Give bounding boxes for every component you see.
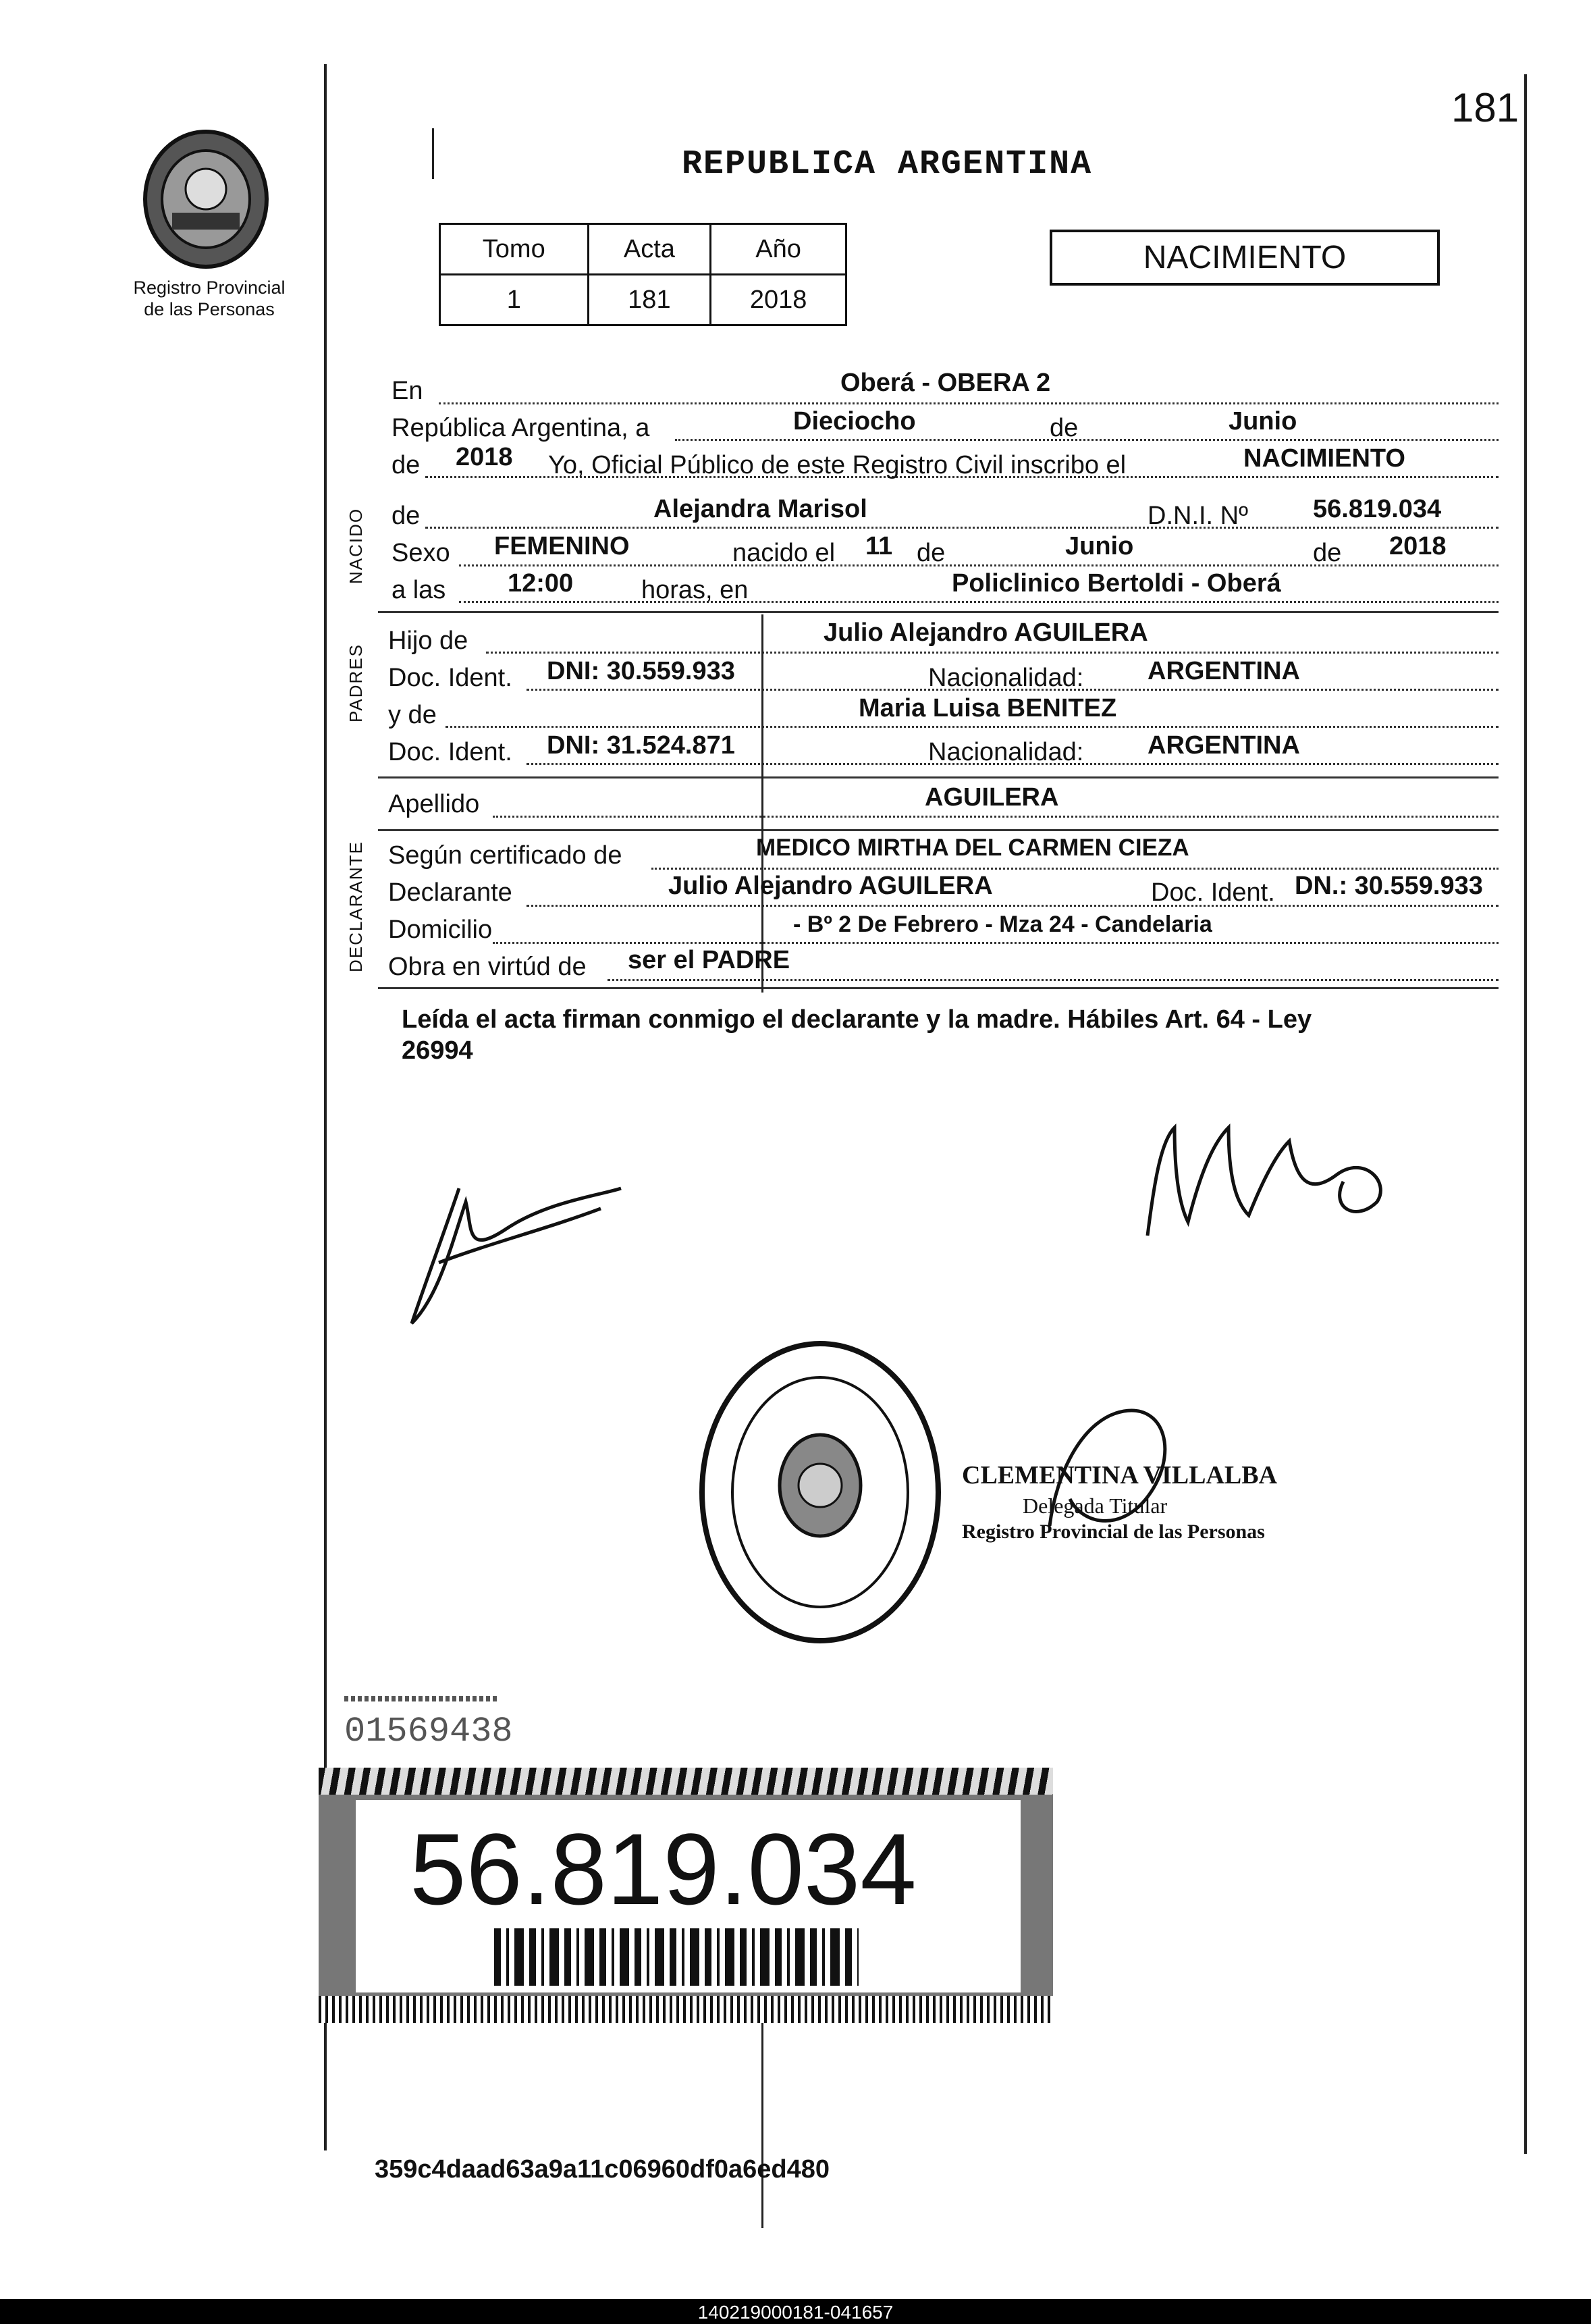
row-dots [439, 402, 1499, 404]
label-sexo: Sexo [392, 539, 450, 567]
official-office: Registro Provincial de las Personas [962, 1520, 1265, 1543]
row-dots [651, 868, 1499, 870]
section-label-nacido: NACIDO [346, 507, 366, 584]
value-nombre: Alejandra Marisol [653, 495, 867, 523]
label-de4: de [917, 539, 946, 567]
label-horas: horas, en [641, 576, 749, 604]
emblem-caption [125, 277, 294, 321]
seal-icon [695, 1337, 945, 1647]
right-margin-line [1524, 74, 1527, 2154]
value-lugar-inscripcion: Oberá - OBERA 2 [840, 369, 1051, 397]
serial-stamp: 01569438 [344, 1712, 513, 1751]
emblem-caption-line1: Registro Provincial [133, 278, 286, 298]
label-alas: a las [392, 576, 446, 604]
label-yde: y de [388, 701, 437, 729]
label-domicilio: Domicilio [388, 916, 493, 944]
official-signature [1029, 1391, 1185, 1546]
label-doc1: Doc. Ident. [388, 664, 512, 692]
mark-line [432, 128, 434, 179]
value-hora: 12:00 [508, 569, 574, 598]
act-type-box: NACIMIENTO [1050, 230, 1440, 286]
value-nac-dia: 11 [865, 532, 893, 560]
value-doc-madre: DNI: 31.524.871 [547, 731, 735, 760]
value-nac-mes: Junio [1065, 532, 1134, 560]
label-de5: de [1313, 539, 1342, 567]
dni-sticker [319, 1768, 1053, 2023]
row-dots [493, 816, 1499, 818]
label-de2: de [392, 451, 421, 479]
section-label-declarante: DECLARANTE [346, 841, 366, 972]
footer-code: 140219000181-041657 [697, 2302, 894, 2323]
value-lugar-nacimiento: Policlinico Bertoldi - Oberá [952, 569, 1281, 598]
separator [378, 829, 1499, 831]
value-tipo-acta: NACIMIENTO [1243, 444, 1405, 473]
label-de: de [1050, 414, 1079, 442]
sticker-border-bottom [319, 1996, 1053, 2023]
province-emblem [132, 125, 280, 273]
record-value-acta: 181 [588, 275, 711, 325]
sticker-panel [356, 1800, 1021, 1992]
emblem-caption-line2: de las Personas [144, 299, 275, 320]
label-hijo: Hijo de [388, 627, 468, 655]
separator [378, 987, 1499, 989]
closing-line1: Leída el acta firman conmigo el declarante y la madre. Hábiles Art. 64 - Ley [402, 1005, 1312, 1034]
label-apellido: Apellido [388, 790, 480, 818]
value-anio: 2018 [456, 443, 513, 471]
page-number: 181 [1451, 85, 1519, 130]
label-oficial: Yo, Oficial Público de este Registro Civil inscribo el [548, 451, 1127, 479]
label-dni: D.N.I. Nº [1148, 502, 1248, 530]
dni-big-number: 56.819.034 [410, 1812, 917, 1926]
row-dots [527, 905, 1499, 907]
value-certificado: MEDICO MIRTHA DEL CARMEN CIEZA [756, 835, 1189, 861]
record-header-tomo: Tomo [440, 224, 589, 275]
label-declarante: Declarante [388, 878, 512, 907]
separator [378, 611, 1499, 613]
value-sexo: FEMENINO [494, 532, 630, 560]
value-apellido: AGUILERA [925, 783, 1059, 812]
sticker-border-top [319, 1768, 1053, 1795]
value-doc-padre: DNI: 30.559.933 [547, 657, 735, 685]
row-dots [425, 527, 1499, 529]
value-padre: Julio Alejandro AGUILERA [824, 618, 1148, 647]
label-republica: República Argentina, a [392, 414, 650, 442]
row-dots [608, 979, 1499, 981]
emblem-icon [132, 125, 280, 273]
section-label-padres: PADRES [346, 643, 366, 722]
record-table [439, 223, 847, 326]
row-dots [486, 652, 1499, 654]
document-hash: 359c4daad63a9a11c06960df0a6ed480 [375, 2155, 830, 2184]
label-en: En [392, 377, 423, 405]
signature-declarante [398, 1161, 628, 1337]
serial-dashes [344, 1696, 500, 1701]
label-de3: de [392, 502, 421, 530]
value-domicilio: - Bº 2 De Febrero - Mza 24 - Candelaria [793, 912, 1212, 937]
official-name: CLEMENTINA VILLALBA [962, 1461, 1278, 1489]
record-header-anio: Año [711, 224, 846, 275]
record-header-acta: Acta [588, 224, 711, 275]
barcode [494, 1928, 859, 1986]
label-doc3: Doc. Ident. [1151, 878, 1275, 907]
record-value-anio: 2018 [711, 275, 846, 325]
row-dots [446, 726, 1499, 728]
value-obra: ser el PADRE [628, 946, 790, 974]
label-nacido: nacido el [732, 539, 836, 567]
value-nac-anio: 2018 [1389, 532, 1447, 560]
closing-line2: 26994 [402, 1036, 473, 1065]
value-doc-declarante: DN.: 30.559.933 [1295, 872, 1483, 900]
value-dia: Dieciocho [793, 407, 916, 435]
label-doc2: Doc. Ident. [388, 738, 512, 766]
row-dots [459, 601, 1499, 603]
value-mes: Junio [1229, 407, 1297, 435]
value-nacionalidad-madre: ARGENTINA [1148, 731, 1300, 760]
row-dots [459, 564, 1499, 566]
label-obra: Obra en virtúd de [388, 953, 587, 981]
signature-madre [1134, 1101, 1404, 1263]
official-seal [695, 1337, 945, 1647]
value-dni: 56.819.034 [1313, 495, 1442, 523]
value-declarante: Julio Alejandro AGUILERA [668, 872, 993, 900]
footer-bar [0, 2299, 1591, 2324]
closing-statement [402, 1005, 1312, 1066]
label-nacionalidad1: Nacionalidad: [928, 664, 1084, 692]
row-dots [493, 942, 1499, 944]
official-role: Delegada Titular [1023, 1493, 1168, 1518]
label-certificado: Según certificado de [388, 841, 622, 870]
label-nacionalidad2: Nacionalidad: [928, 738, 1084, 766]
separator [378, 776, 1499, 778]
value-nacionalidad-padre: ARGENTINA [1148, 657, 1300, 685]
value-madre: Maria Luisa BENITEZ [859, 694, 1117, 722]
record-value-tomo: 1 [440, 275, 589, 325]
row-dots [675, 439, 1499, 441]
center-divider [761, 614, 763, 993]
country-title: REPUBLICA ARGENTINA [682, 145, 1093, 184]
